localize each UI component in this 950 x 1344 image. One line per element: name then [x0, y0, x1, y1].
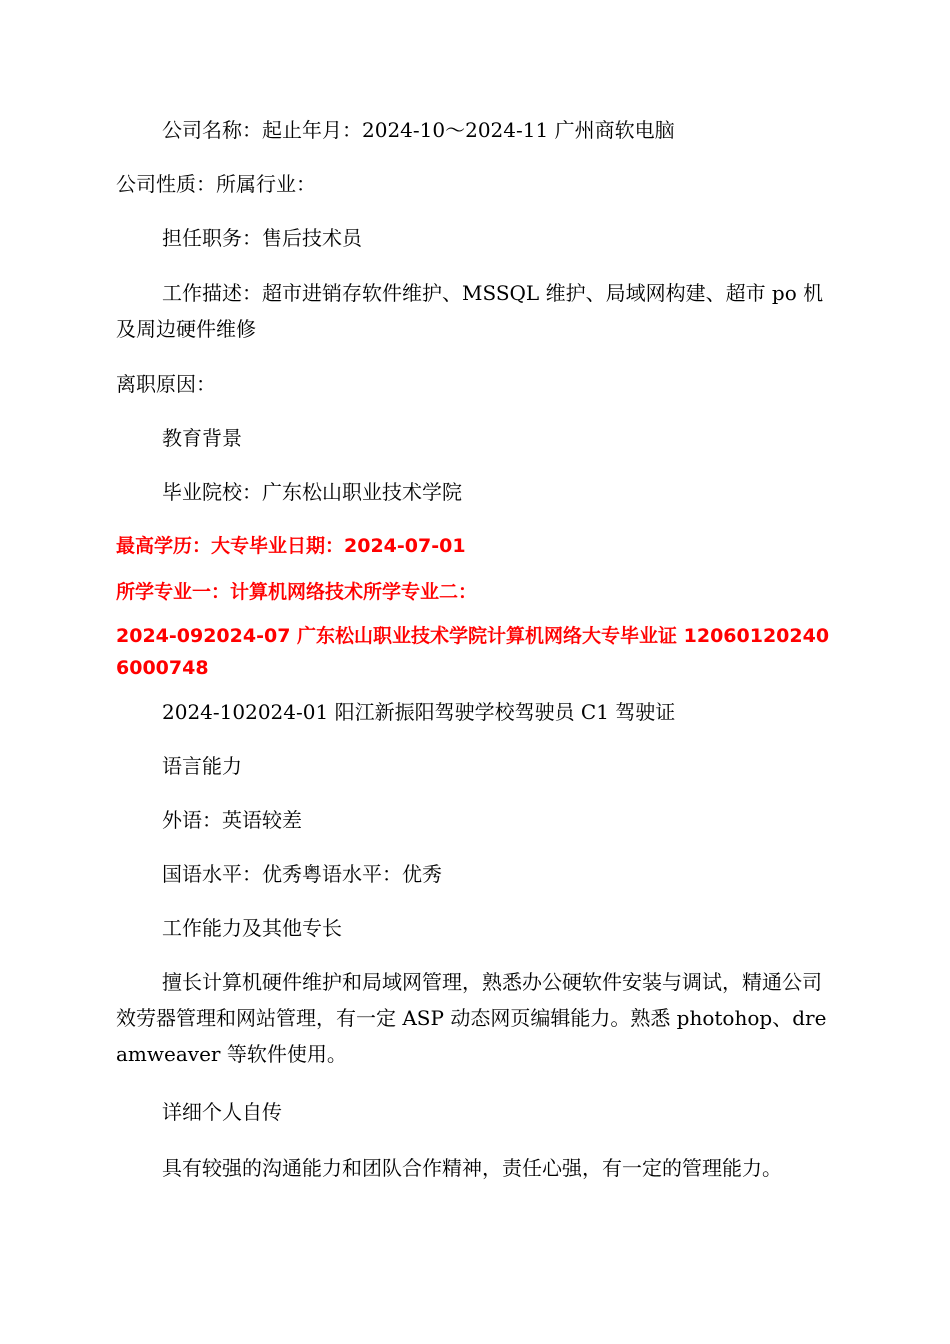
- skills-heading: 工作能力及其他专长: [162, 916, 342, 940]
- company-nature-line: 公司性质：所属行业：: [116, 172, 316, 196]
- certificate-driving-line: 2024-102024-01 阳江新振阳驾驶学校驾驶员 C1 驾驶证: [162, 700, 676, 724]
- position-line: 担任职务：售后技术员: [162, 226, 362, 250]
- school-line: 毕业院校：广东松山职业技术学院: [162, 480, 462, 504]
- bio-paragraph: 具有较强的沟通能力和团队合作精神，责任心强，有一定的管理能力。: [162, 1156, 782, 1180]
- highest-degree-line: 最高学历：大专毕业日期：2024-07-01: [116, 535, 466, 557]
- certificate-diploma-line: 2024-092024-07 广东松山职业技术学院计算机网络大专毕业证 120601202406000748: [116, 625, 830, 679]
- skills-paragraph: 擅长计算机硬件维护和局域网管理，熟悉办公硬软件安装与调试，精通公司效劳器管理和网站管理，有一定 ASP 动态网页编辑能力。熟悉 photohop、dreamweaver 等软件使用。: [116, 970, 827, 1066]
- company-period-line: 公司名称：起止年月：2024-10～2024-11 广州商软电脑: [162, 118, 675, 142]
- bio-heading: 详细个人自传: [162, 1100, 282, 1124]
- mandarin-cantonese-line: 国语水平：优秀粤语水平：优秀: [162, 862, 442, 886]
- foreign-language-line: 外语：英语较差: [162, 808, 302, 832]
- education-heading: 教育背景: [162, 426, 242, 450]
- language-heading: 语言能力: [162, 754, 242, 778]
- majors-line: 所学专业一：计算机网络技术所学专业二：: [116, 581, 478, 603]
- leave-reason-line: 离职原因：: [116, 372, 216, 396]
- work-description-paragraph: 工作描述：超市进销存软件维护、MSSQL 维护、局域网构建、超市 po 机及周边硬件维修: [116, 281, 824, 341]
